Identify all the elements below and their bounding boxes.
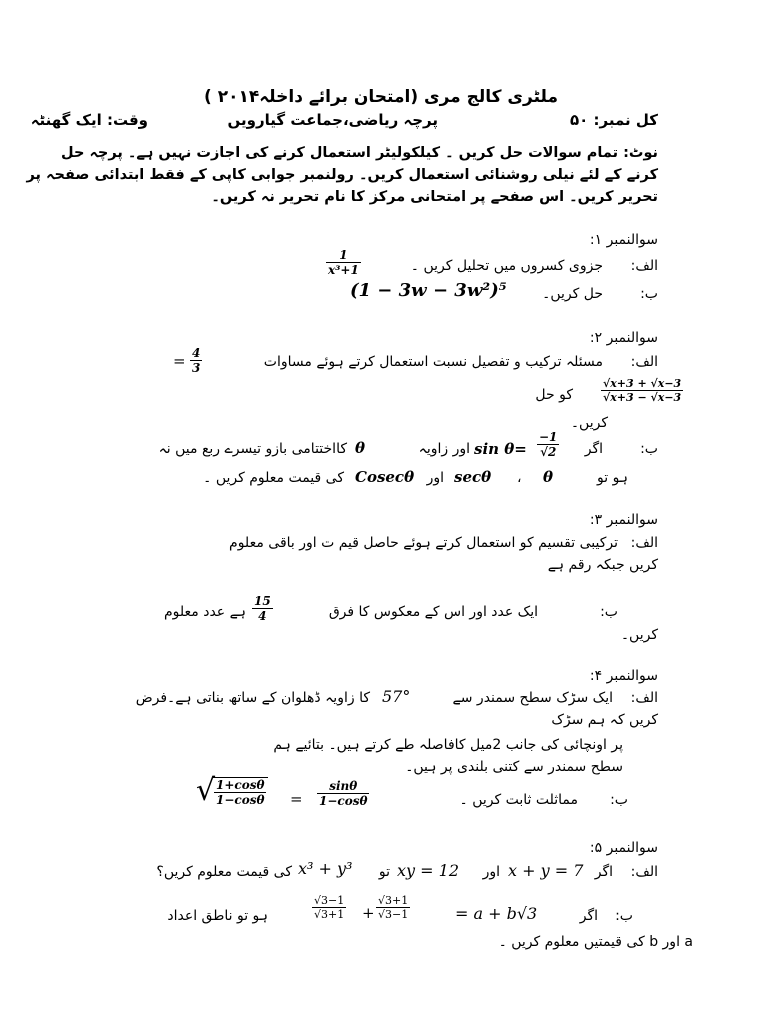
q3-b-label: ب:	[600, 604, 618, 620]
q4-b-lhs-den: 1−cosθ	[216, 793, 265, 807]
q4-a-line-2: کریں کہ ہم سڑک	[551, 712, 658, 728]
q2-a-tail-1: کو حل	[535, 387, 573, 403]
q2-b-text-2: کااختتامی بازو تیسرے ربع میں نہ	[158, 441, 347, 457]
q5-b-fraction-2	[376, 894, 410, 921]
q3-b-tail: ہے عدد معلوم	[163, 604, 246, 620]
q4-a-line-4: سطح سمندر سے کتنی بلندی پر ہیں۔	[405, 759, 623, 775]
q3-heading: سوالنمبر ۳:	[589, 512, 658, 528]
q2-a-label: الف:	[630, 354, 658, 370]
q4-a-label: الف:	[630, 690, 658, 706]
q2-b-text-1: اور زاویہ	[418, 441, 470, 457]
q1-a-fraction	[326, 248, 361, 277]
q5-a-and: اور	[482, 864, 500, 880]
q2-a-lhs-fraction	[601, 377, 683, 404]
q5-b-f1-den: √3+1	[314, 908, 345, 921]
q2-b-label: ب:	[640, 441, 658, 457]
q5-b-if: اگر	[579, 908, 598, 924]
note-line-2: کرنے کے لئے نیلی روشنائی استعمال کریں۔ رولنمبر جوابی کاپی کے فقط ابتدائی صفحہ پر	[26, 167, 658, 183]
q4-b-lhs-fraction	[212, 777, 268, 807]
q1-b-label: ب:	[640, 286, 658, 302]
q4-b-rhs-fraction	[317, 779, 369, 808]
note-line-1: نوٹ: تمام سوالات حل کریں ۔ کیلکولیٹر استعمال کرنے کی اجازت نہیں ہے۔ پرچہ حل	[61, 145, 658, 161]
q5-a-expr-1: x + y = 7	[508, 861, 584, 880]
q4-b-equals: =	[290, 790, 303, 808]
time-allowed: وقت: ایک گھنٹہ	[30, 111, 148, 129]
q5-b-fraction-1	[312, 894, 346, 921]
q3-a-line-1: ترکیبی تقسیم کو استعمال کرتے ہوئے حاصل قیم ت اور باقی معلوم	[229, 535, 618, 551]
q3-a-label: الف:	[630, 535, 658, 551]
q4-b-sqrt-sign: √	[196, 773, 216, 808]
q5-b-f2-num: √3+1	[378, 894, 409, 907]
q2-a-equals: =	[173, 352, 186, 370]
q2-b-sin-den: √2	[540, 445, 557, 459]
q4-a-line-1a: ایک سڑک سطح سمندر سے	[452, 690, 613, 706]
q4-heading: سوالنمبر ۴:	[589, 668, 658, 684]
q5-a-to: تو	[378, 864, 390, 880]
q2-b-cosec: Cosecθ	[355, 468, 415, 486]
q3-b-den: 4	[258, 609, 267, 623]
q3-b-fraction	[252, 594, 273, 623]
q5-b-line-2: a اور b کی قیمتیں معلوم کریں ۔	[498, 934, 693, 950]
q5-a-label: الف:	[630, 864, 658, 880]
q1-a-label: الف:	[630, 258, 658, 274]
q3-a-line-2: کریں جبکہ رقم ہے	[547, 557, 658, 573]
q2-b-theta-2: θ	[543, 468, 554, 486]
q2-a-lhs-num: √x+3 + √x−3	[603, 377, 682, 390]
q1-heading: سوالنمبر ۱:	[589, 232, 658, 248]
q4-b-text: مماثلت ثابت کریں ۔	[459, 792, 578, 808]
q1-a-frac-den: x³+1	[328, 263, 359, 277]
q2-b-sin-fraction	[537, 430, 559, 459]
q2-b-text-4: کی قیمت معلوم کریں ۔	[203, 470, 344, 486]
q1-b-text: حل کریں۔	[542, 286, 603, 302]
q3-b-line-2: کریں۔	[620, 627, 658, 643]
q2-b-sec: secθ	[454, 468, 492, 486]
q1-b-expression: (1 − 3w − 3w²)⁵	[350, 280, 507, 301]
q5-a-if: اگر	[594, 864, 613, 880]
q5-b-f2-den: √3−1	[378, 908, 409, 921]
q5-b-text: ہو تو ناطق اعداد	[167, 908, 268, 924]
q5-b-rhs: = a + b√3	[455, 904, 538, 923]
q3-b-num: 15	[254, 594, 271, 608]
q2-b-sin: sin θ=	[474, 440, 527, 458]
q2-b-theta: θ	[355, 439, 366, 457]
q5-a-expr-2: xy = 12	[397, 861, 459, 880]
q1-a-frac-num: 1	[326, 248, 361, 263]
q4-b-lhs-num: 1+cosθ	[216, 778, 265, 792]
q5-b-label: ب:	[615, 908, 633, 924]
q4-b-rhs-den: 1−cosθ	[319, 794, 368, 808]
q4-a-line-1b: کا زاویہ ڈھلوان کے ساتھ بناتی ہے۔فرض	[135, 690, 370, 706]
q2-a-lhs-den: √x+3 − √x−3	[603, 391, 682, 404]
q2-b-and: اور	[426, 470, 444, 486]
q2-b-text-3: ہو تو	[596, 470, 628, 486]
q2-a-text: مسئلہ ترکیب و تفصیل نسبت استعمال کرتے ہوئے مساوات	[263, 354, 603, 370]
q4-a-angle: 57°	[382, 687, 411, 706]
q4-a-line-3: پر اونچائی کی جانب 2میل کافاصلہ طے کرتے ہیں۔ بتائیے ہم	[273, 737, 623, 753]
q2-a-rhs-den: 3	[192, 361, 201, 375]
q3-b-text: ایک عدد اور اس کے معکوس کا فرق	[328, 604, 538, 620]
q2-heading: سوالنمبر ۲:	[589, 330, 658, 346]
q2-b-sin-num: −1	[539, 430, 558, 444]
subject-line: پرچہ ریاضی،جماعت گیارویں	[227, 111, 438, 129]
q5-a-tail: کی قیمت معلوم کریں؟	[156, 864, 292, 880]
q2-b-comma: ،	[517, 470, 522, 486]
q2-a-rhs-num: 4	[192, 346, 201, 360]
note-line-3: تحریر کریں۔ اس صفحے پر امتحانی مرکز کا نام تحریر نہ کریں۔	[211, 189, 658, 205]
q4-b-label: ب:	[610, 792, 628, 808]
q2-a-tail-2: کریں۔	[570, 415, 608, 431]
q2-a-rhs-fraction	[190, 346, 202, 375]
q5-a-expr-3: x³ + y³	[298, 859, 353, 878]
q5-b-f1-num: √3−1	[314, 894, 345, 907]
exam-title: ملٹری کالج مری (امتحان برائے داخلہ۲۰۱۴ )	[204, 87, 558, 107]
q5-b-plus: +	[362, 904, 375, 922]
q1-a-text: جزوی کسروں میں تحلیل کریں ۔	[410, 258, 603, 274]
q2-b-if: اگر	[584, 441, 603, 457]
q5-heading: سوالنمبر ۵:	[589, 840, 658, 856]
total-marks: کل نمبر: ۵۰	[569, 111, 658, 129]
q4-b-rhs-num: sinθ	[317, 779, 369, 794]
